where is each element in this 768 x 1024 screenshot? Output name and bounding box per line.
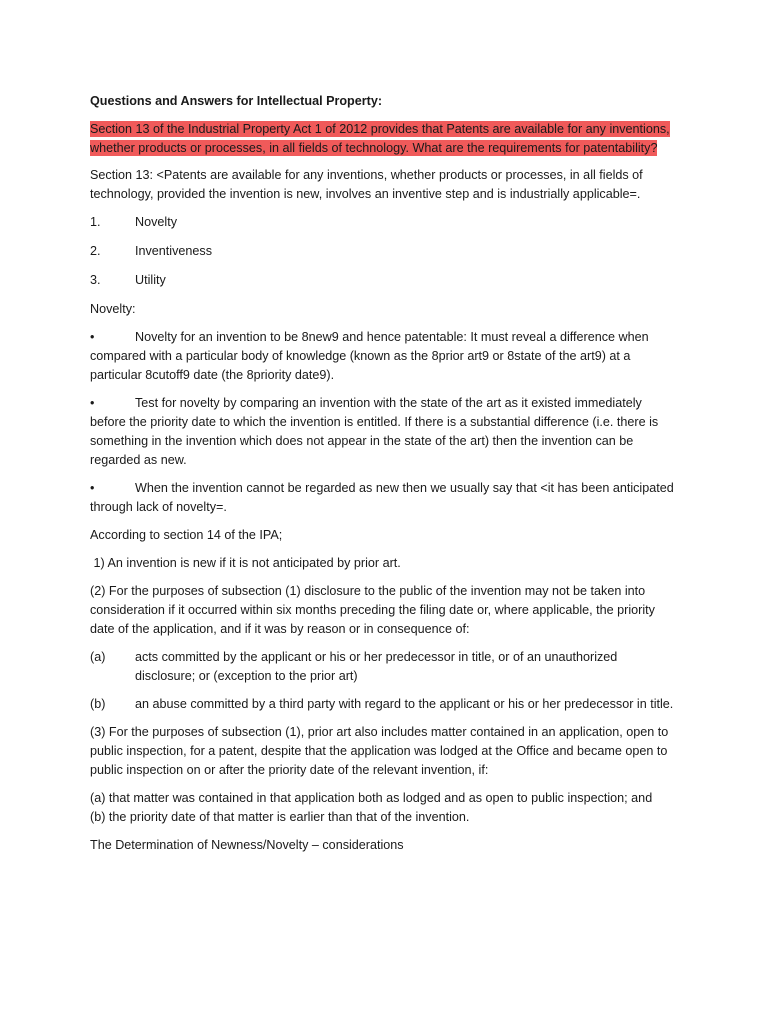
subsection-3-a: (a) that matter was contained in that application both as lodged and as open to public inspection; and bbox=[90, 791, 653, 805]
clause-text: an abuse committed by a third party with regard to the applicant or his or her predecessor in title. bbox=[135, 697, 674, 711]
subsection-2: (2) For the purposes of subsection (1) disclosure to the public of the invention may not be taken into consideration if it occurred within six months preceding the filing date or, where applicable, the priority date of the application, and if it was by reason or in consequence of: bbox=[90, 584, 655, 636]
requirement-label: Inventiveness bbox=[135, 244, 213, 258]
requirement-item bbox=[90, 271, 680, 290]
novelty-heading: Novelty: bbox=[90, 302, 136, 316]
requirement-number: 3. bbox=[90, 273, 101, 287]
bullet-text: Novelty for an invention to be 8new9 and hence patentable: It must reveal a difference when compared with a particular body of knowledge (known as the 8prior art9 or 8state of the art9) at a particular 8cutoff9 date (the 8priority date9). bbox=[90, 330, 649, 382]
clause-tag: (b) bbox=[90, 697, 106, 711]
document-title: Questions and Answers for Intellectual Property: bbox=[90, 94, 383, 108]
requirement-label: Novelty bbox=[135, 215, 177, 229]
bullet-paragraph bbox=[90, 328, 680, 385]
requirement-item bbox=[90, 213, 680, 232]
bullet-icon: • bbox=[90, 330, 95, 344]
highlighted-question: Section 13 of the Industrial Property Act 1 of 2012 provides that Patents are available for any inventions, whether products or processes, in all fields of technology. What are the requirements for patentability? bbox=[90, 122, 670, 155]
requirement-item bbox=[90, 242, 680, 261]
requirement-number: 1. bbox=[90, 215, 101, 229]
document-body bbox=[90, 92, 680, 864]
requirement-number: 2. bbox=[90, 244, 101, 258]
subsection-2-b bbox=[90, 695, 680, 714]
bullet-paragraph bbox=[90, 394, 680, 470]
bullet-text: Test for novelty by comparing an invention with the state of the art as it existed immediately before the priority date to which the invention is entitled. If there is a substantial difference (i.e. there is something in the invention which does not appear in the state of the art) then the invention can be regarded as new. bbox=[90, 396, 659, 467]
subsection-3: (3) For the purposes of subsection (1), prior art also includes matter contained in an application, open to public inspection, for a patent, despite that the application was lodged at the Office and became open to public inspection on or after the priority date of the relevant invention, if: bbox=[90, 725, 669, 777]
question-paragraph bbox=[90, 120, 680, 158]
bullet-icon: • bbox=[90, 481, 95, 495]
final-heading: The Determination of Newness/Novelty – considerations bbox=[90, 838, 404, 852]
bullet-icon: • bbox=[90, 396, 95, 410]
clause-tag: (a) bbox=[90, 650, 106, 664]
section14-intro: According to section 14 of the IPA; bbox=[90, 528, 283, 542]
clause-text: acts committed by the applicant or his or her predecessor in title, or of an unauthorized disclosure; or (exception to the prior art) bbox=[135, 650, 618, 683]
bullet-paragraph bbox=[90, 479, 680, 517]
subsection-2-a bbox=[90, 648, 680, 686]
requirement-label: Utility bbox=[135, 273, 166, 287]
subsection-1: 1) An invention is new if it is not anticipated by prior art. bbox=[90, 556, 401, 570]
subsection-3-clauses bbox=[90, 789, 680, 827]
bullet-text: When the invention cannot be regarded as new then we usually say that <it has been anticipated through lack of novelty=. bbox=[90, 481, 674, 514]
section13-paragraph: Section 13: <Patents are available for any inventions, whether products or processes, in all fields of technology, provided the invention is new, involves an inventive step and is industrially applicable=. bbox=[90, 168, 643, 201]
subsection-3-b: (b) the priority date of that matter is earlier than that of the invention. bbox=[90, 810, 470, 824]
